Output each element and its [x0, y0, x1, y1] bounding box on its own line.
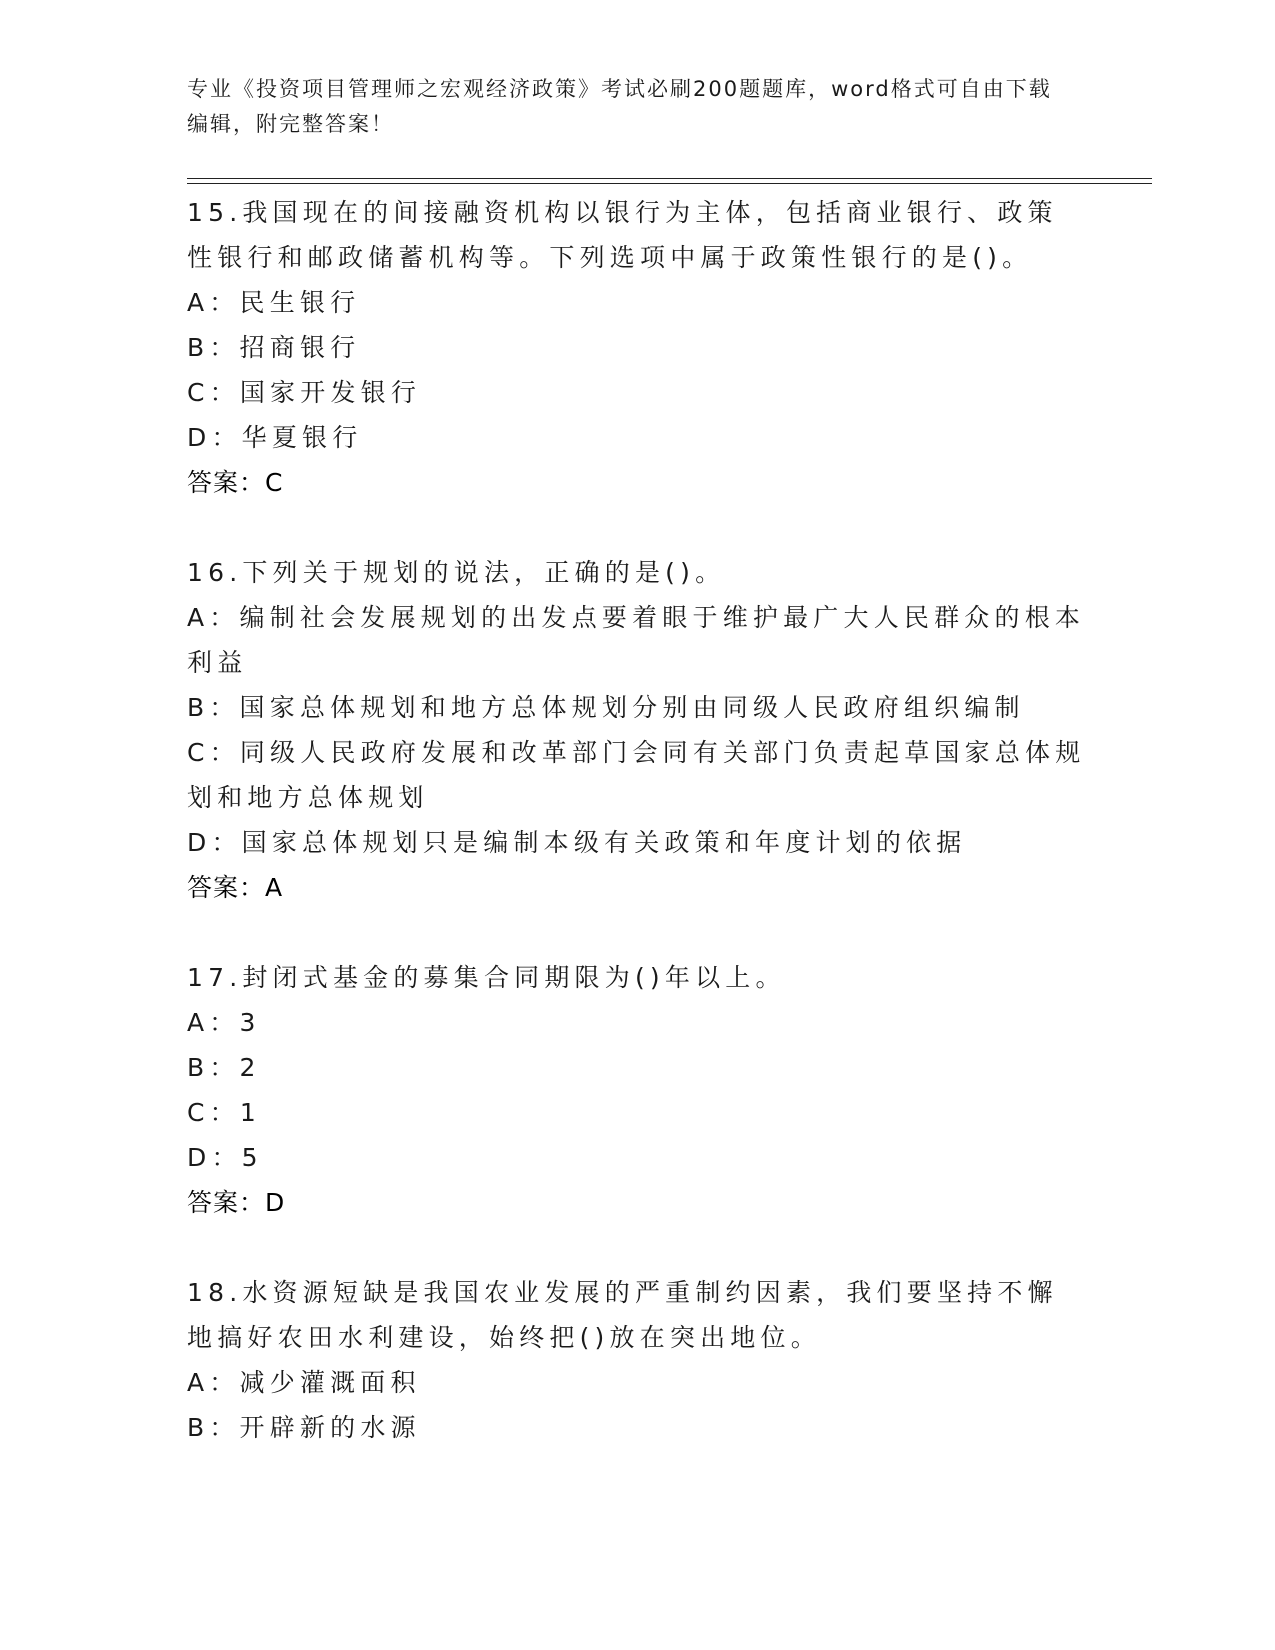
answer: 答案：D [187, 1188, 286, 1217]
option-d: D：国家总体规划只是编制本级有关政策和年度计划的依据 [187, 828, 967, 857]
question-stem: 18.水资源短缺是我国农业发展的严重制约因素，我们要坚持不懈地搞好农田水利建设，始终把()放在突出地位。 [187, 1278, 1058, 1352]
question-18 [187, 1270, 1087, 1450]
option-a: A：编制社会发展规划的出发点要着眼于维护最广大人民群众的根本利益 [187, 603, 1086, 677]
answer: 答案：A [187, 873, 284, 902]
question-stem: 17.封闭式基金的募集合同期限为()年以上。 [187, 963, 786, 992]
question-17 [187, 955, 1087, 1225]
question-list [187, 190, 1087, 1495]
option-c: C：国家开发银行 [187, 378, 422, 407]
question-16 [187, 550, 1087, 910]
option-d: D：5 [187, 1143, 263, 1172]
option-b: B：开辟新的水源 [187, 1413, 421, 1442]
header-divider-bottom [187, 183, 1152, 184]
option-a: A：减少灌溉面积 [187, 1368, 421, 1397]
header-divider-top [187, 178, 1152, 179]
option-b: B：国家总体规划和地方总体规划分别由同级人民政府组织编制 [187, 693, 1025, 722]
question-stem: 16.下列关于规划的说法，正确的是()。 [187, 558, 726, 587]
question-15 [187, 190, 1087, 505]
option-c: C：同级人民政府发展和改革部门会同有关部门负责起草国家总体规划和地方总体规划 [187, 738, 1086, 812]
option-b: B：2 [187, 1053, 261, 1082]
document-header: 专业《投资项目管理师之宏观经济政策》考试必刷200题题库，word格式可自由下载编辑，附完整答案！ [187, 77, 1052, 136]
option-b: B：招商银行 [187, 333, 361, 362]
option-c: C：1 [187, 1098, 261, 1127]
option-d: D：华夏银行 [187, 423, 363, 452]
option-a: A：民生银行 [187, 288, 361, 317]
option-a: A：3 [187, 1008, 261, 1037]
question-stem: 15.我国现在的间接融资机构以银行为主体，包括商业银行、政策性银行和邮政储蓄机构等。下列选项中属于政策性银行的是()。 [187, 198, 1058, 272]
answer: 答案：C [187, 468, 284, 497]
